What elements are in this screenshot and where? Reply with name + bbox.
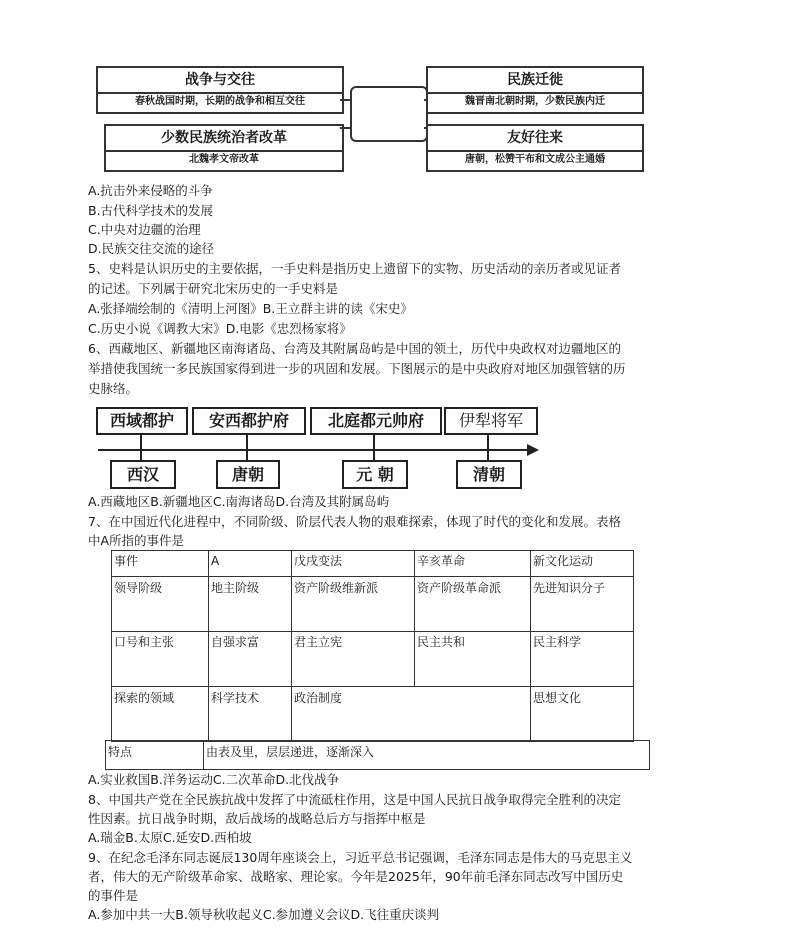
timeline-axis <box>98 449 528 451</box>
q6-stem-line3: 史脉络。 <box>88 381 139 396</box>
diagram-box-title: 民族迁徙 <box>428 68 642 94</box>
q4-option-b[interactable]: B.古代科学技术的发展 <box>88 203 214 218</box>
table-cell: 自强求富 <box>211 635 260 649</box>
table-cell: 事件 <box>114 554 139 568</box>
table-cell: 新文化运动 <box>533 554 594 568</box>
q4-option-c[interactable]: C.中央对边疆的治理 <box>88 222 201 237</box>
q6-options[interactable]: A.西藏地区B.新疆地区C.南海诸岛D.台湾及其附属岛屿 <box>88 494 390 509</box>
table-cell: 辛亥革命 <box>417 554 466 568</box>
connector-line <box>424 127 428 129</box>
q9-stem-line1: 9、在纪念毛泽东同志诞辰130周年座谈会上，习近平总书记强调，毛泽东同志是伟大的马克思主义 <box>88 850 633 865</box>
diagram-box-subtitle: 魏晋南北朝时期，少数民族内迁 <box>465 96 605 107</box>
q5-stem-line2: 的记述。下列属于研究北宋历史的一手史料是 <box>88 281 339 296</box>
table-cell: 资产阶级革命派 <box>417 581 502 595</box>
table-rule <box>111 576 633 577</box>
q4-option-d[interactable]: D.民族交往交流的途径 <box>88 241 215 256</box>
timeline-institution: 西域都护 <box>96 407 188 435</box>
q5-options-line2[interactable]: C.历史小说《调教大宋》D.电影《忠烈杨家将》 <box>88 321 352 336</box>
q9-stem-line3: 的事件是 <box>88 888 139 903</box>
q8-stem-line2: 性因素。抗日战争时期，敌后战场的战略总后方与指挥中枢是 <box>88 811 426 826</box>
q9-stem-line2: 者，伟大的无产阶级革命家、战略家、理论家。今年是2025年，90年前毛泽东同志改写中国历史 <box>88 869 624 884</box>
q7-stem-line1: 7、在中国近代化进程中，不同阶级、阶层代表人物的艰难探索，体现了时代的变化和发展。表格 <box>88 514 621 529</box>
table-rule <box>111 686 633 687</box>
timeline-dynasty: 元 朝 <box>342 460 408 489</box>
diagram-box-subtitle: 唐朝，松赞干布和文成公主通婚 <box>465 154 605 165</box>
q6-stem-line2: 举措使我国统一多民族国家得到进一步的巩固和发展。下图展示的是中央政府对地区加强管辖的历 <box>88 361 626 376</box>
q4-option-a[interactable]: A.抗击外来侵略的斗争 <box>88 183 213 198</box>
timeline-institution: 安西都护府 <box>192 407 306 435</box>
diagram-center-blank <box>350 86 428 142</box>
connector-line <box>424 99 428 101</box>
table-cell: 地主阶级 <box>211 581 260 595</box>
table-cell: 科学技术 <box>211 691 260 705</box>
table-cell: 资产阶级维新派 <box>294 581 379 595</box>
connector-line <box>340 99 352 101</box>
diagram-box-subtitle: 春秋战国时期，长期的战争和相互交往 <box>135 96 305 107</box>
diagram-box-title: 战争与交往 <box>98 68 342 94</box>
table-cell: 君主立宪 <box>294 635 343 649</box>
table-cell: A <box>211 554 220 568</box>
q5-stem-line1: 5、史料是认识历史的主要依据，一手史料是指历史上遗留下的实物、历史活动的亲历者或见证者 <box>88 261 621 276</box>
diagram-box-reform <box>104 124 344 172</box>
arrow-head-icon <box>527 444 539 456</box>
timeline-tick <box>246 433 248 463</box>
q6-stem-line1: 6、西藏地区、新疆地区南海诸岛、台湾及其附属岛屿是中国的领土，历代中央政权对边疆地区的 <box>88 341 621 356</box>
diagram-box-migration <box>426 66 644 114</box>
table-cell: 领导阶级 <box>114 581 163 595</box>
q9-options[interactable]: A.参加中共一大B.领导秋收起义C.参加遵义会议D.飞往重庆谈判 <box>88 907 440 922</box>
diagram-box-title: 友好往来 <box>428 126 642 152</box>
q8-options[interactable]: A.瑞金B.太原C.延安D.西柏坡 <box>88 830 252 845</box>
table-cell: 民主共和 <box>417 635 466 649</box>
table-cell: 戊戌变法 <box>294 554 343 568</box>
diagram-box-title: 少数民族统治者改革 <box>106 126 342 152</box>
timeline-institution: 伊犁将军 <box>444 407 538 435</box>
timeline-tick <box>487 433 489 463</box>
timeline-tick <box>373 433 375 463</box>
table-cell: 思想文化 <box>533 691 582 705</box>
q7-stem-line2: 中A所指的事件是 <box>88 533 185 548</box>
table-cell: 口号和主张 <box>114 635 175 649</box>
timeline-dynasty: 清朝 <box>456 460 522 489</box>
q5-options-line1[interactable]: A.张择端绘制的《清明上河图》B.王立群主讲的读《宋史》 <box>88 301 413 316</box>
table-feature-border <box>105 740 650 770</box>
timeline-dynasty: 西汉 <box>110 460 176 489</box>
diagram-box-war-and-exchange <box>96 66 344 114</box>
table-cell: 探索的领域 <box>114 691 175 705</box>
timeline-dynasty: 唐朝 <box>216 460 280 489</box>
q7-options[interactable]: A.实业救国B.洋务运动C.二次革命D.北伐战争 <box>88 772 340 787</box>
table-cell: 先进知识分子 <box>533 581 606 595</box>
table-cell: 由表及里，层层递进，逐渐深入 <box>206 745 375 759</box>
q8-stem-line1: 8、中国共产党在全民族抗战中发挥了中流砥柱作用，这是中国人民抗日战争取得完全胜利的决定 <box>88 792 621 807</box>
timeline-institution: 北庭都元帅府 <box>310 407 442 435</box>
diagram-box-friendly-relations <box>426 124 644 172</box>
table-cell: 特点 <box>108 745 133 759</box>
connector-line <box>340 127 352 129</box>
timeline-tick <box>140 433 142 463</box>
diagram-box-subtitle: 北魏孝文帝改革 <box>189 154 259 165</box>
table-cell: 政治制度 <box>294 691 343 705</box>
table-cell: 民主科学 <box>533 635 582 649</box>
